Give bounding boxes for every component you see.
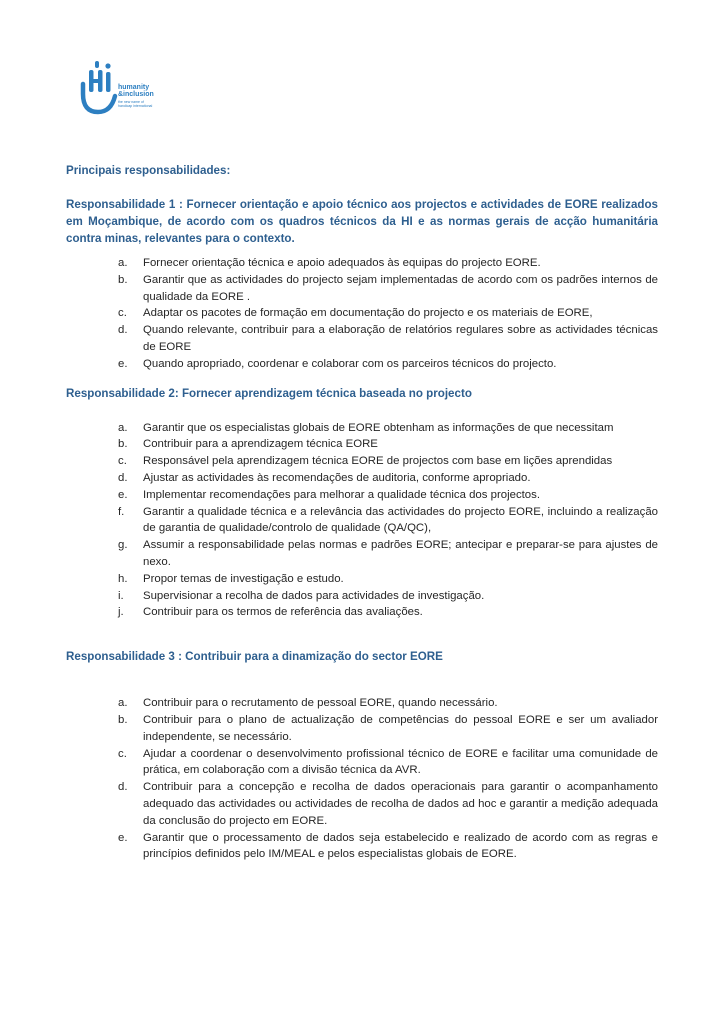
- responsibility-3-title: Responsabilidade 3 : Contribuir para a dinamização do sector EORE: [66, 650, 443, 664]
- list-marker: c.: [118, 747, 127, 760]
- list-item-text: Assumir a responsabilidade pelas normas e padrões EORE; antecipar e preparar-se para ajustes de nexo.: [143, 539, 658, 568]
- logo-tagline-line2: handicap international: [118, 104, 153, 108]
- list-marker: a.: [118, 697, 128, 710]
- logo-tagline: [118, 100, 158, 108]
- list-item-text: Fornecer orientação técnica e apoio adequados às equipas do projecto EORE.: [143, 257, 541, 269]
- logo-brand-line1: humanity: [118, 84, 150, 91]
- list-marker: b.: [118, 438, 128, 451]
- list-item: [118, 746, 658, 780]
- list-item: [118, 571, 658, 588]
- list-item-text: Quando relevante, contribuir para a elaboração de relatórios regulares sobre as actividades técnicas de EORE: [143, 324, 658, 353]
- list-item: [118, 504, 658, 538]
- list-item-text: Propor temas de investigação e estudo.: [143, 572, 344, 585]
- list-item: [118, 830, 658, 864]
- list-marker: d.: [118, 471, 128, 484]
- list-item: [118, 305, 658, 322]
- hi-logo: [78, 56, 188, 116]
- list-marker: f.: [118, 505, 125, 518]
- list-item-text: Adaptar os pacotes de formação em documentação do projecto e os materiais de EORE,: [143, 307, 593, 320]
- list-item-text: Supervisionar a recolha de dados para actividades de investigação.: [143, 589, 485, 602]
- responsibility-1-list: [118, 255, 658, 373]
- list-item-text: Garantir que as actividades do projecto sejam implementadas de acordo com os padrões internos de qualidade da EORE .: [143, 273, 658, 303]
- responsibility-2-list: [118, 420, 658, 622]
- list-item: [118, 453, 658, 470]
- list-marker: b.: [118, 273, 128, 286]
- list-marker: c.: [118, 307, 127, 320]
- list-marker: h.: [118, 572, 128, 585]
- hand-hi-icon: [78, 56, 118, 116]
- list-item-text: Contribuir para a aprendizagem técnica EORE: [143, 438, 378, 451]
- list-marker: a.: [118, 421, 128, 434]
- list-item: [118, 695, 658, 712]
- list-marker: d.: [118, 324, 128, 337]
- list-marker: e.: [118, 831, 128, 844]
- list-marker: e.: [118, 357, 128, 370]
- list-item-text: Implementar recomendações para melhorar a qualidade técnica dos projectos.: [143, 488, 540, 501]
- list-item: [118, 487, 658, 504]
- list-marker: b.: [118, 713, 128, 726]
- list-item-text: Garantir que o processamento de dados seja estabelecido e realizado de acordo com as regras e princípios definidos pelo IM/MEAL e pelos especialistas globais de EORE.: [143, 831, 658, 861]
- list-item-text: Quando apropriado, coordenar e colaborar com os parceiros técnicos do projecto.: [143, 357, 557, 370]
- list-item-text: Ajustar as actividades às recomendações de auditoria, conforme apropriado.: [143, 471, 531, 484]
- list-item: [118, 436, 658, 453]
- list-item: [118, 272, 658, 306]
- list-item-text: Contribuir para a concepção e recolha de dados operacionais para garantir o acompanhamento adequado das actividades ou actividades de recolha de dados ad hoc e garantir a medição adequada da conclusão do projecto em EORE.: [143, 781, 658, 827]
- list-item: [118, 537, 658, 571]
- list-item: [118, 588, 658, 605]
- list-item: [118, 255, 658, 272]
- list-item-text: Ajudar a coordenar o desenvolvimento profissional técnico de EORE e facilitar uma comunidade de prática, em colaboração com a divisão técnica da AVR.: [143, 747, 658, 777]
- list-item-text: Contribuir para os termos de referência das avaliações.: [143, 606, 423, 619]
- logo-tagline-line1: the new name of: [118, 100, 144, 104]
- responsibility-2-title: Responsabilidade 2: Fornecer aprendizagem técnica baseada no projecto: [66, 386, 472, 400]
- list-item-text: Garantir que os especialistas globais de EORE obtenham as informações de que necessitam: [143, 421, 614, 434]
- list-item-text: Contribuir para o plano de actualização de competências do pessoal EORE e ser um avaliador independente, se necessário.: [143, 713, 658, 743]
- responsibility-1-title: Responsabilidade 1 : Fornecer orientação e apoio técnico aos projectos e actividades de EORE realizados em Moçambique, de acordo com os quadros técnicos da HI e as normas gerais de acção humanitária contra minas, relevantes para o contexto.: [66, 198, 658, 245]
- list-item-text: Contribuir para o recrutamento de pessoal EORE, quando necessário.: [143, 697, 498, 710]
- list-item: [118, 322, 658, 356]
- list-item-text: Responsável pela aprendizagem técnica EORE de projectos com base em lições aprendidas: [143, 455, 613, 468]
- logo-brand-name: [118, 84, 154, 98]
- list-item: [118, 356, 658, 373]
- list-item: [118, 420, 658, 437]
- list-item: [118, 712, 658, 746]
- list-marker: a.: [118, 257, 128, 269]
- list-marker: c.: [118, 455, 127, 468]
- list-marker: d.: [118, 781, 128, 794]
- list-marker: i.: [118, 589, 124, 602]
- logo-brand-line2: &inclusion: [118, 91, 154, 98]
- list-item-text: Garantir a qualidade técnica e a relevância das actividades do projecto EORE, incluindo a realização de garantia de qualidade/controlo de qualidade (QA/QC),: [143, 505, 658, 535]
- list-item: [118, 779, 658, 829]
- list-marker: j.: [118, 606, 124, 619]
- responsibility-3-list: [118, 695, 658, 863]
- list-marker: g.: [118, 539, 128, 552]
- page-heading: Principais responsabilidades:: [66, 164, 231, 177]
- list-item: [118, 470, 658, 487]
- list-marker: e.: [118, 488, 128, 501]
- document-body: [66, 162, 658, 863]
- list-item: [118, 604, 658, 621]
